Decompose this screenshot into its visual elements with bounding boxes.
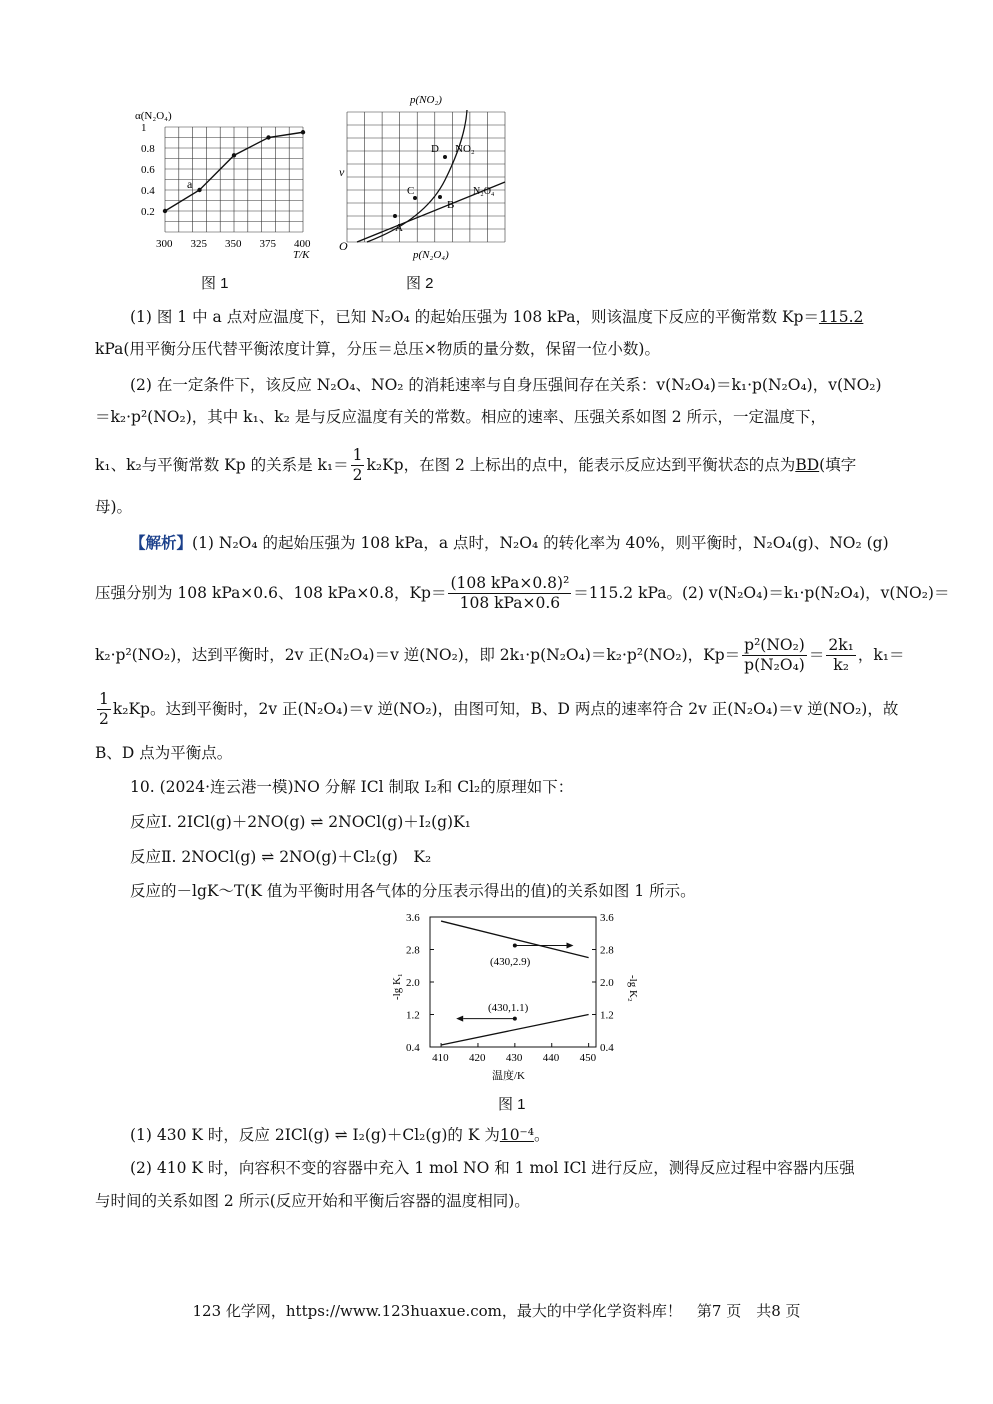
analysis-line1: 【解析】(1) N₂O₄ 的起始压强为 108 kPa，a 点时，N₂O₄ 的转化率为 40%，则平衡时，N₂O₄(g)、NO₂ (g) xyxy=(130,533,889,552)
fig1-data-point xyxy=(301,130,305,134)
fig2-label-n2o4: N₂O₄ xyxy=(473,186,495,197)
fig3-ylabel-left: -lg K₁ xyxy=(391,973,403,1000)
fig3-arrowhead-right xyxy=(566,942,573,948)
fig1-ytick-label: 0.4 xyxy=(141,185,155,197)
analysis-tag: 【解析】 xyxy=(130,533,193,552)
fig1-point-label: a xyxy=(187,177,193,191)
fig2-origin: O xyxy=(339,239,348,253)
fig1-xtick-label: 300 xyxy=(156,238,173,250)
fig3-xtick-label: 440 xyxy=(542,1052,560,1064)
fig1-ytick-label: 0.8 xyxy=(141,143,155,155)
q10-reaction2: 反应Ⅱ. 2NOCl(g) ⇌ 2NO(g)＋Cl₂(g) K₂ xyxy=(130,848,432,866)
q2-line1: (2) 在一定条件下，该反应 N₂O₄、NO₂ 的消耗速率与自身压强间存在关系：v(N₂O₄)＝k₁·p(N₂O₄)，v(NO₂) xyxy=(130,376,882,394)
fig3-series-line-1 xyxy=(441,921,589,958)
analysis-line4: $\frac{1}{2}$ k₂Kp。达到平衡时，2v 正(N₂O₄)＝v 逆(NO₂)，由图可知，B、D 两点的速率符合 2v 正(N₂O₄)＝v 逆(NO₂)，故 xyxy=(99,690,899,729)
q2-line4: 母)。 xyxy=(95,498,133,516)
fig1-xtick-label: 375 xyxy=(259,238,276,250)
q10-description: 反应的－lgK～T(K 值为平衡时用各气体的分压表示得出的值)的关系如图 1 所示。 xyxy=(130,882,696,900)
fig1-xtick-label: 350 xyxy=(225,238,242,250)
fig3-ytick-label-left: 1.2 xyxy=(406,1009,420,1022)
fig3-caption: 图 1 xyxy=(498,1096,526,1113)
fig3-ytick-label-right: 0.4 xyxy=(600,1042,614,1054)
q10-2-line1: (2) 410 K 时，向容积不变的容器中充入 1 mol NO 和 1 mol ICl 进行反应，测得反应过程中容器内压强 xyxy=(130,1159,855,1177)
fig1-xlabel: T/K xyxy=(293,249,310,261)
q1-line2: kPa(用平衡分压代替平衡浓度计算，分压＝总压×物质的量分数，保留一位小数)。 xyxy=(95,340,660,358)
fig3-ylabel-right: -lg K₂ xyxy=(627,975,639,1002)
fig3-xtick-label: 450 xyxy=(579,1052,597,1064)
q1-line1: (1) 图 1 中 a 点对应温度下，已知 N₂O₄ 的起始压强为 108 kPa，则该温度下反应的平衡常数 Kp＝115.2 xyxy=(130,308,864,326)
fig2-label-c: C xyxy=(407,185,415,197)
fig3-ytick-label-right: 2.8 xyxy=(600,944,614,957)
fig2-label-b: B xyxy=(447,199,455,211)
fig3-xtick-label: 420 xyxy=(468,1052,486,1064)
fig3-ytick-label-right: 2.0 xyxy=(600,977,614,989)
fig3-ytick-label-right: 1.2 xyxy=(600,1009,614,1022)
fig3-ytick-label-right: 3.6 xyxy=(600,912,614,924)
fig2-ytop: p(NO₂) xyxy=(410,94,442,106)
q2-line3: k₁、k₂与平衡常数 Kp 的关系是 k₁＝ $\frac{1}{2}$ k₂Kp，在图 2 上标出的点中，能表示反应达到平衡状态的点为BD(填字 xyxy=(95,446,857,485)
figure-2-chart xyxy=(335,90,510,265)
q10-title: 10. (2024·连云港一模)NO 分解 ICl 制取 I₂和 Cl₂的原理如下： xyxy=(130,778,574,796)
fig2-label-no2: NO₂ xyxy=(455,143,475,155)
fig1-xtick-label: 325 xyxy=(190,238,207,250)
q10-reaction1: 反应Ⅰ. 2ICl(g)＋2NO(g) ⇌ 2NOCl(g)＋I₂(g)K₁ xyxy=(130,813,471,831)
figure-1-chart xyxy=(125,105,330,265)
q2-answer: BD xyxy=(795,455,820,474)
fig1-data-point xyxy=(163,209,167,213)
fig1-caption: 图 1 xyxy=(201,275,229,292)
fig2-point-a xyxy=(393,214,397,218)
fig3-ytick-label-left: 2.0 xyxy=(406,977,420,989)
fig3-xtick-label: 410 xyxy=(432,1052,449,1064)
q10-2-line2: 与时间的关系如图 2 所示(反应开始和平衡后容器的温度相同)。 xyxy=(95,1192,530,1210)
fig2-caption: 图 2 xyxy=(406,275,434,292)
fig1-data-point xyxy=(197,188,201,192)
analysis-line5: B、D 点为平衡点。 xyxy=(95,744,233,762)
fig1-ylabel: α(N₂O₄) xyxy=(135,110,172,122)
fig2-point-d xyxy=(443,155,447,159)
fig2-label-a: A xyxy=(395,222,403,234)
fig1-data-point xyxy=(266,135,270,139)
fig3-xlabel: 温度/K xyxy=(492,1070,525,1082)
fig2-label-d: D xyxy=(431,143,439,155)
fig2-xlabel: p(N₂O₄) xyxy=(413,249,449,261)
analysis-line3: k₂·p²(NO₂)，达到平衡时，2v 正(N₂O₄)＝v 逆(NO₂)，即 2k₁·p(N₂O₄)＝k₂·p²(NO₂)，Kp＝ $\frac{\text{p²(NO₂)}}{\text{p(N₂O₄)}}$ ＝ $\frac{\text{2k₁}}{\text{k₂}}$ ，k₁＝ xyxy=(95,636,905,675)
fig3-ytick-label-left: 0.4 xyxy=(406,1042,420,1054)
fig3-arrowhead-left xyxy=(456,1016,463,1022)
fig1-ytick-label: 0.2 xyxy=(141,206,155,218)
q2-line2: ＝k₂·p²(NO₂)，其中 k₁、k₂ 是与反应温度有关的常数。相应的速率、压强关系如图 2 所示，一定温度下， xyxy=(95,408,827,426)
q10-1-line: (1) 430 K 时，反应 2ICl(g) ⇌ I₂(g)＋Cl₂(g)的 K 为10⁻⁴。 xyxy=(130,1126,550,1144)
fig1-xtick-label: 400 xyxy=(294,238,311,250)
analysis-line2: 压强分别为 108 kPa×0.6、108 kPa×0.8，Kp＝ $\frac{\text{(108 kPa×0.8)²}}{\text{108 kPa×0.6}}$ ＝115.2 kPa。(2) v(N₂O₄)＝k₁·p(N₂O₄)，v(NO₂)＝ xyxy=(95,574,950,613)
fig3-plot-frame xyxy=(430,917,596,1047)
page-footer: 123 化学网，https://www.123huaxue.com，最大的中学化学资料库！ 第7 页 共8 页 xyxy=(192,1302,801,1320)
fig2-point-b xyxy=(438,195,442,199)
fig3-ytick-label-left: 2.8 xyxy=(406,944,420,957)
fig3-ytick-label-left: 3.6 xyxy=(406,912,420,924)
figure-3-chart xyxy=(380,905,640,1085)
q10-1-answer: 10⁻⁴ xyxy=(499,1126,534,1144)
fig3-annotation-2: (430,1.1) xyxy=(488,1002,529,1014)
fig2-ylabel: v xyxy=(339,165,345,179)
fig1-ytick-label: 1 xyxy=(141,122,147,134)
fig3-annotation-1: (430,2.9) xyxy=(490,956,531,968)
fig1-data-point xyxy=(232,153,236,157)
fig3-xtick-label: 430 xyxy=(505,1052,523,1064)
fig1-ytick-label: 0.6 xyxy=(141,164,155,176)
q1-answer: 115.2 xyxy=(818,308,864,326)
